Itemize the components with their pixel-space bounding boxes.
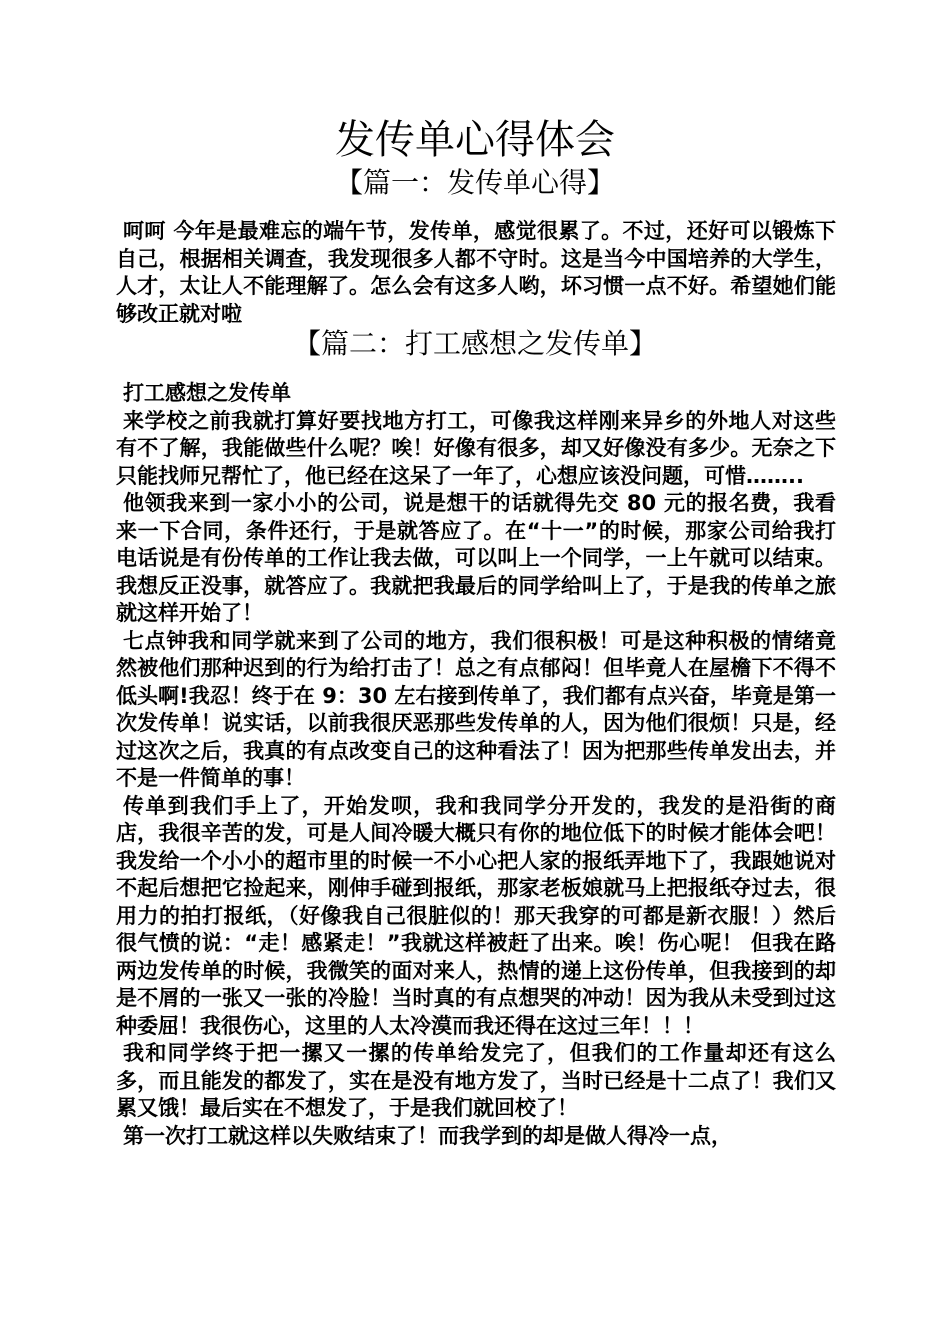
section-heading-2: 【篇二：打工感想之发传单】 — [292, 327, 657, 360]
section-2-body — [116, 380, 836, 1150]
document-title: 发传单心得体会 — [335, 117, 615, 163]
section-1-body — [116, 218, 836, 328]
paragraph: 传单到我们手上了，开始发呗，我和我同学分开发的，我发的是沿街的商店，我很辛苦的发，可是人间冷暖大概只有你的地位低下的时候才能体会吧！我发给一个小小的超市里的时候一不小心把人家的报纸弄地下了，我跟她说对不起后想把它捡起来，刚伸手碰到报纸，那家老板娘就马上把报纸夺过去，很用力的拍打报纸，（好像我自己很脏似的！那天我穿的可都是新衣服！）然后很气愤的说：“走！感紧走！”我就这样被赶了出来。唉！伤心呢！ 但我在路两边发传单的时候，我微笑的面对来人，热情的递上这份传单，但我接到的却是不屑的一张又一张的冷脸！当时真的有点想哭的冲动！因为我从未受到过这种委屈！我很伤心，这里的人太冷漠而我还得在这过三年！！！ — [116, 793, 836, 1038]
paragraph: 来学校之前我就打算好要找地方打工，可像我这样刚来异乡的外地人对这些有不了解，我能做些什么呢？唉！好像有很多，却又好像没有多少。无奈之下只能找师兄帮忙了，他已经在这呆了一年了，心想应该没问题，可惜…….. — [116, 408, 836, 488]
section-heading-1: 【篇一：发传单心得】 — [334, 166, 615, 199]
paragraph: 我和同学终于把一摞又一摞的传单给发完了，但我们的工作量却还有这么多，而且能发的都发了，实在是没有地方发了，当时已经是十二点了！我们又累又饿！最后实在不想发了，于是我们就回校了！ — [116, 1041, 836, 1120]
paragraph: 呵呵 今年是最难忘的端午节，发传单，感觉很累了。不过，还好可以锻炼下自己，根据相关调查，我发现很多人都不守时。这是当今中国培养的大学生，人才，太让人不能理解了。怎么会有这多人哟，坏习惯一点不好。希望她们能够改正就对啦 — [116, 219, 836, 326]
paragraph-subtitle: 打工感想之发传单 — [123, 381, 291, 405]
paragraph: 他领我来到一家小小的公司，说是想干的话就得先交 80 元的报名费，我看来一下合同，条件还行，于是就答应了。在“十一”的时候，那家公司给我打电话说是有份传单的工作让我去做，可以叫上一个同学，一上午就可以结束。我想反正没事，就答应了。我就把我最后的同学给叫上了，于是我的传单之旅就这样开始了！ — [116, 491, 836, 625]
paragraph: 第一次打工就这样以失败结束了！而我学到的却是做人得冷一点， — [123, 1123, 732, 1148]
paragraph: 七点钟我和同学就来到了公司的地方，我们很积极！可是这种积极的情绪竟然被他们那种迟到的行为给打击了！总之有点郁闷！但毕竟人在屋檐下不得不低头啊!我忍！终于在 9：30 左右接到传单了，我们都有点兴奋，毕竟是第一次发传单！说实话，以前我很厌恶那些发传单的人，因为他们很烦！只是，经过这次之后，我真的有点改变自己的这种看法了！因为把那些传单发出去，并不是一件简单的事！ — [116, 628, 836, 790]
